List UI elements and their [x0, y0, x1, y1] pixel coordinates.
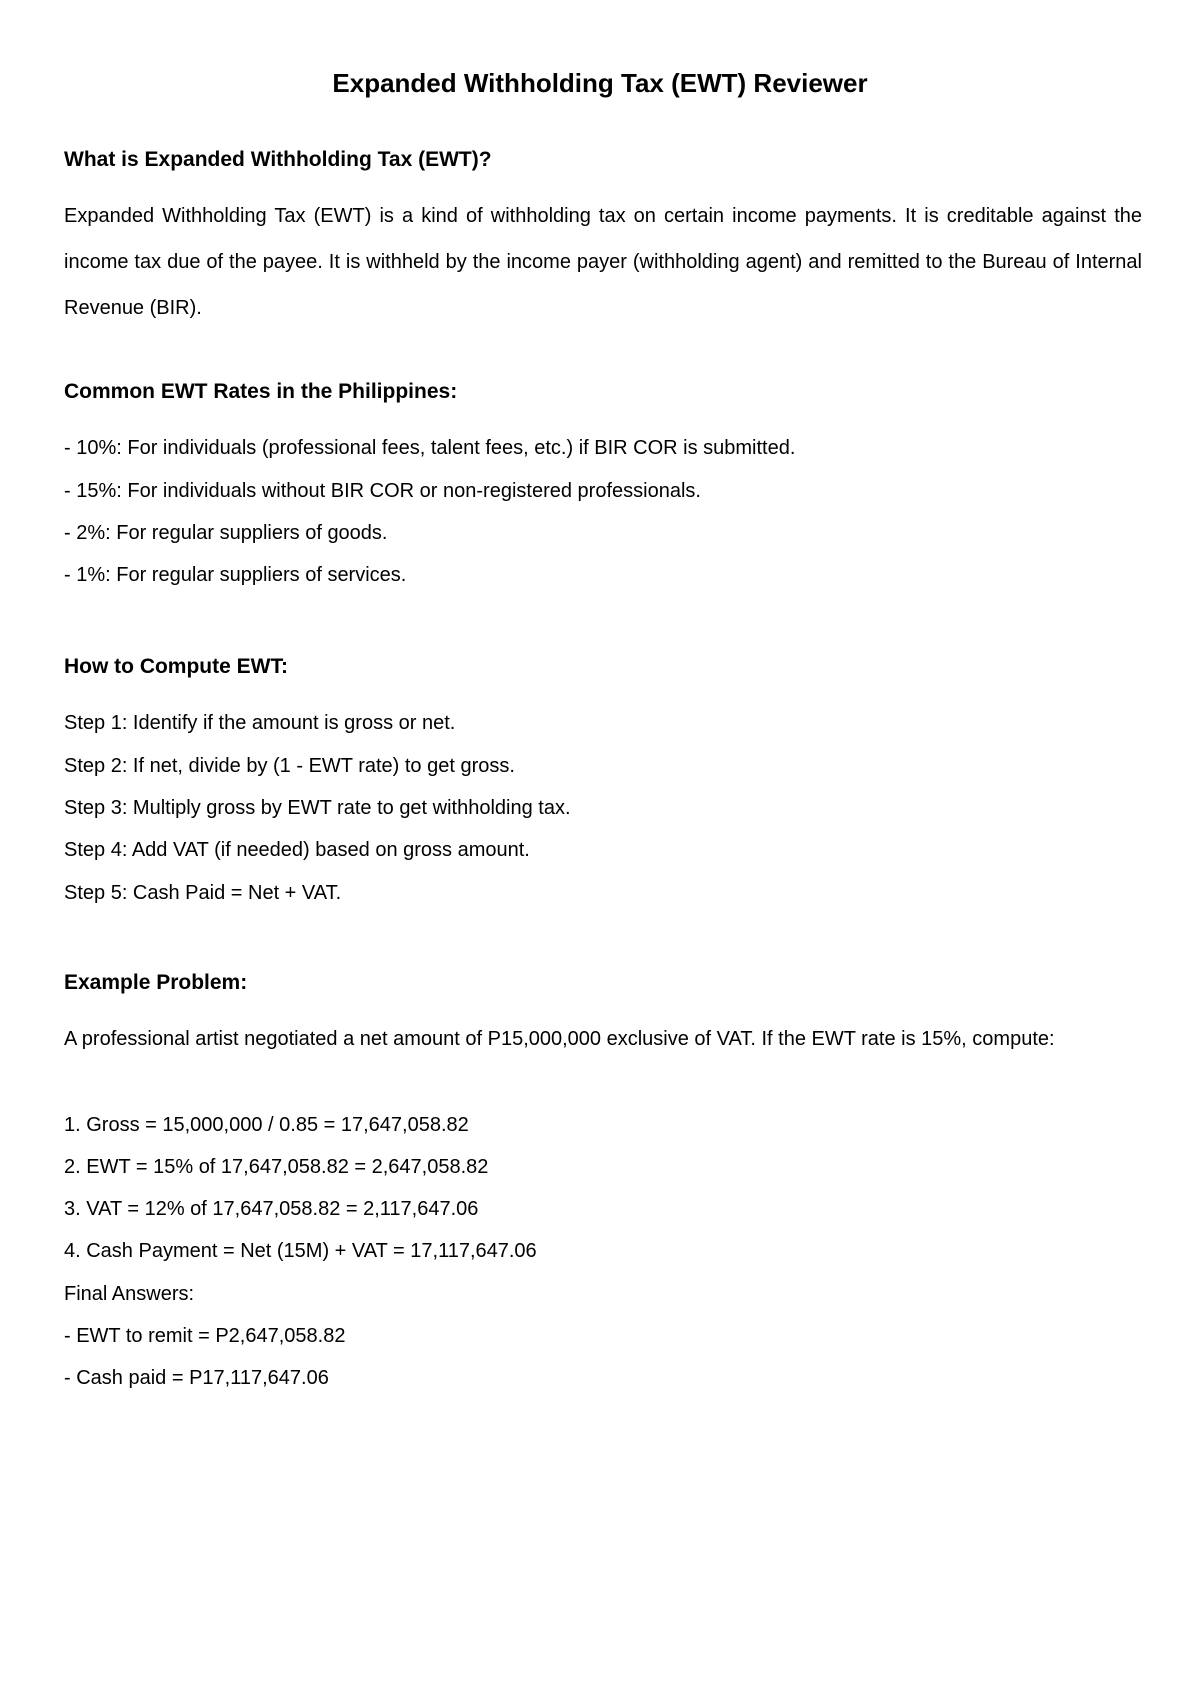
compute-step: Step 2: If net, divide by (1 - EWT rate) to get gross.: [64, 755, 515, 777]
solution-step: 2. EWT = 15% of 17,647,058.82 = 2,647,058.82: [64, 1156, 489, 1178]
heading-how-to-compute: How to Compute EWT:: [64, 655, 288, 678]
solution-step: 3. VAT = 12% of 17,647,058.82 = 2,117,647.06: [64, 1198, 479, 1220]
paragraph-example-problem: A professional artist negotiated a net amount of P15,000,000 exclusive of VAT. If the EWT rate is 15%, compute:: [64, 1028, 1055, 1050]
rate-item: - 2%: For regular suppliers of goods.: [64, 522, 388, 544]
solution-step: 4. Cash Payment = Net (15M) + VAT = 17,117,647.06: [64, 1240, 537, 1262]
compute-step: Step 3: Multiply gross by EWT rate to get withholding tax.: [64, 797, 571, 819]
heading-example-problem: Example Problem:: [64, 971, 248, 994]
document-title: Expanded Withholding Tax (EWT) Reviewer: [332, 68, 868, 98]
compute-step: Step 5: Cash Paid = Net + VAT.: [64, 882, 342, 904]
compute-step: Step 1: Identify if the amount is gross or net.: [64, 712, 456, 734]
final-answer-item: - EWT to remit = P2,647,058.82: [64, 1325, 346, 1347]
final-answer-item: - Cash paid = P17,117,647.06: [64, 1367, 329, 1389]
rate-item: - 10%: For individuals (professional fees, talent fees, etc.) if BIR COR is submitted.: [64, 437, 796, 459]
final-answers-label: Final Answers:: [64, 1283, 195, 1305]
solution-step: 1. Gross = 15,000,000 / 0.85 = 17,647,058.82: [64, 1114, 469, 1136]
compute-step: Step 4: Add VAT (if needed) based on gross amount.: [64, 839, 530, 861]
heading-what-is-ewt: What is Expanded Withholding Tax (EWT)?: [64, 148, 492, 171]
heading-common-rates: Common EWT Rates in the Philippines:: [64, 380, 458, 403]
rate-item: - 1%: For regular suppliers of services.: [64, 564, 407, 586]
rate-item: - 15%: For individuals without BIR COR or non-registered professionals.: [64, 480, 701, 502]
paragraph-ewt-definition: Expanded Withholding Tax (EWT) is a kind of withholding tax on certain income payments. It is creditable against the income tax due of the payee. It is withheld by the income payer (withholding agent) and remitted to the Bureau of Internal Revenue (BIR).: [64, 205, 1142, 319]
